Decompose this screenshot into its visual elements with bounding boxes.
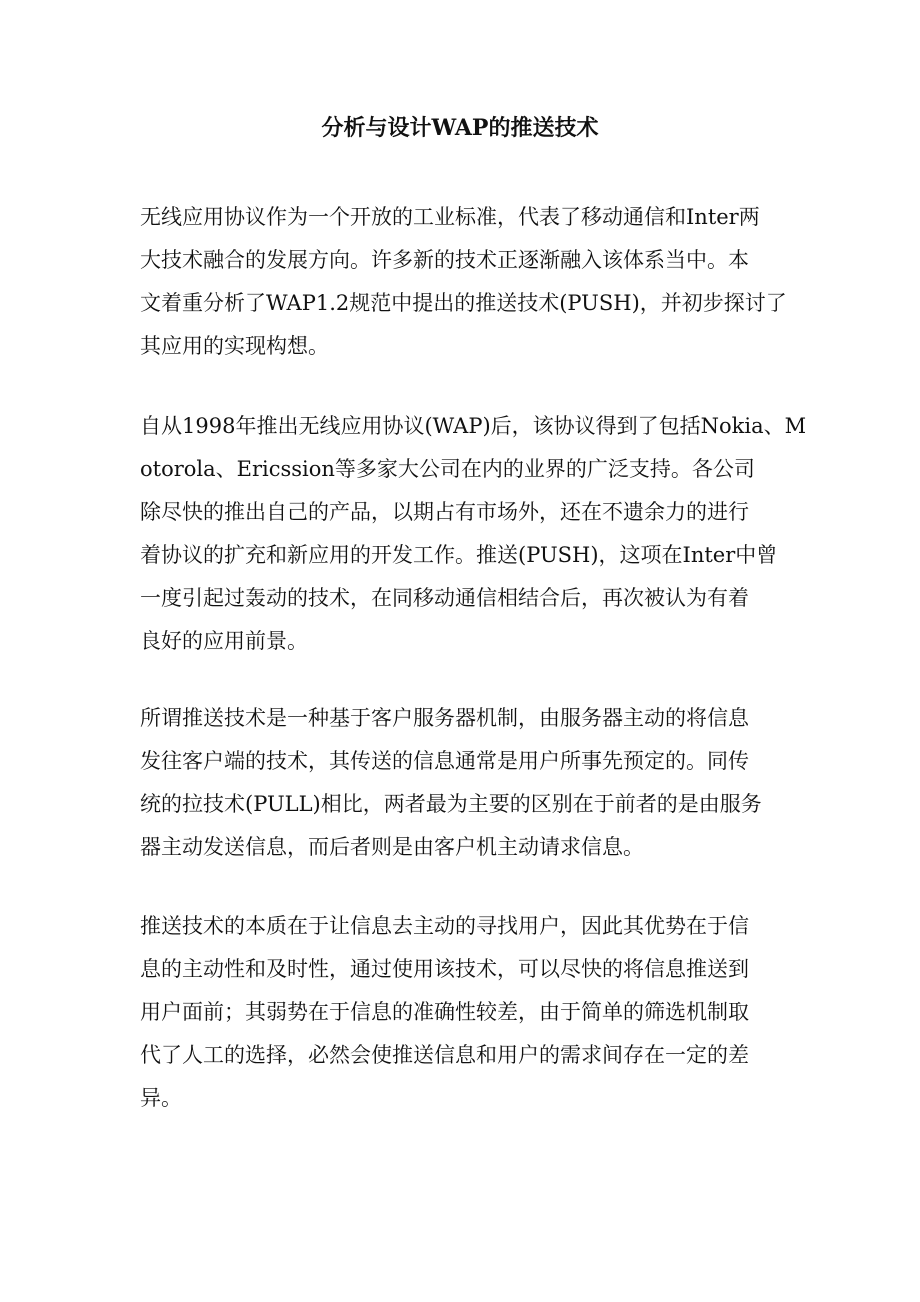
text-line: 着协议的扩充和新应用的开发工作。推送(PUSH)，这项在Inter中曾	[140, 543, 778, 567]
text-line: 息的主动性和及时性，通过使用该技术，可以尽快的将信息推送到	[140, 957, 749, 981]
paragraph-background	[140, 405, 807, 663]
text-line: 用户面前；其弱势在于信息的准确性较差，由于简单的筛选机制取	[140, 1000, 749, 1024]
text-line: 大技术融合的发展方向。许多新的技术正逐渐融入该体系当中。本	[140, 248, 749, 272]
text-line: 一度引起过轰动的技术，在同移动通信相结合后，再次被认为有着	[140, 586, 749, 610]
text-line: 无线应用协议作为一个开放的工业标准，代表了移动通信和Inter两	[140, 205, 760, 229]
text-line: 良好的应用前景。	[140, 629, 308, 653]
text-line: 自从1998年推出无线应用协议(WAP)后，该协议得到了包括Nokia、M	[140, 414, 807, 438]
text-line: otorola、Ericssion等多家大公司在内的业界的广泛支持。各公司	[140, 457, 755, 481]
paragraph-intro	[140, 196, 800, 368]
text-line: 代了人工的选择，必然会使推送信息和用户的需求间存在一定的差	[140, 1043, 749, 1067]
text-line: 除尽快的推出自己的产品，以期占有市场外，还在不遗余力的进行	[140, 500, 749, 524]
text-line: 推送技术的本质在于让信息去主动的寻找用户，因此其优势在于信	[140, 914, 749, 938]
text-line: 统的拉技术(PULL)相比，两者最为主要的区别在于前者的是由服务	[140, 792, 762, 816]
paragraph-pros-cons	[140, 905, 800, 1120]
text-line: 异。	[140, 1086, 182, 1110]
text-line: 器主动发送信息，而后者则是由客户机主动请求信息。	[140, 835, 644, 859]
text-line: 文着重分析了WAP1.2规范中提出的推送技术(PUSH)，并初步探讨了	[140, 291, 787, 315]
text-line: 所谓推送技术是一种基于客户服务器机制，由服务器主动的将信息	[140, 706, 749, 730]
paragraph-definition	[140, 697, 800, 869]
document-title: 分析与设计WAP的推送技术	[321, 115, 599, 141]
text-line: 发往客户端的技术，其传送的信息通常是用户所事先预定的。同传	[140, 749, 749, 773]
text-line: 其应用的实现构想。	[140, 334, 329, 358]
